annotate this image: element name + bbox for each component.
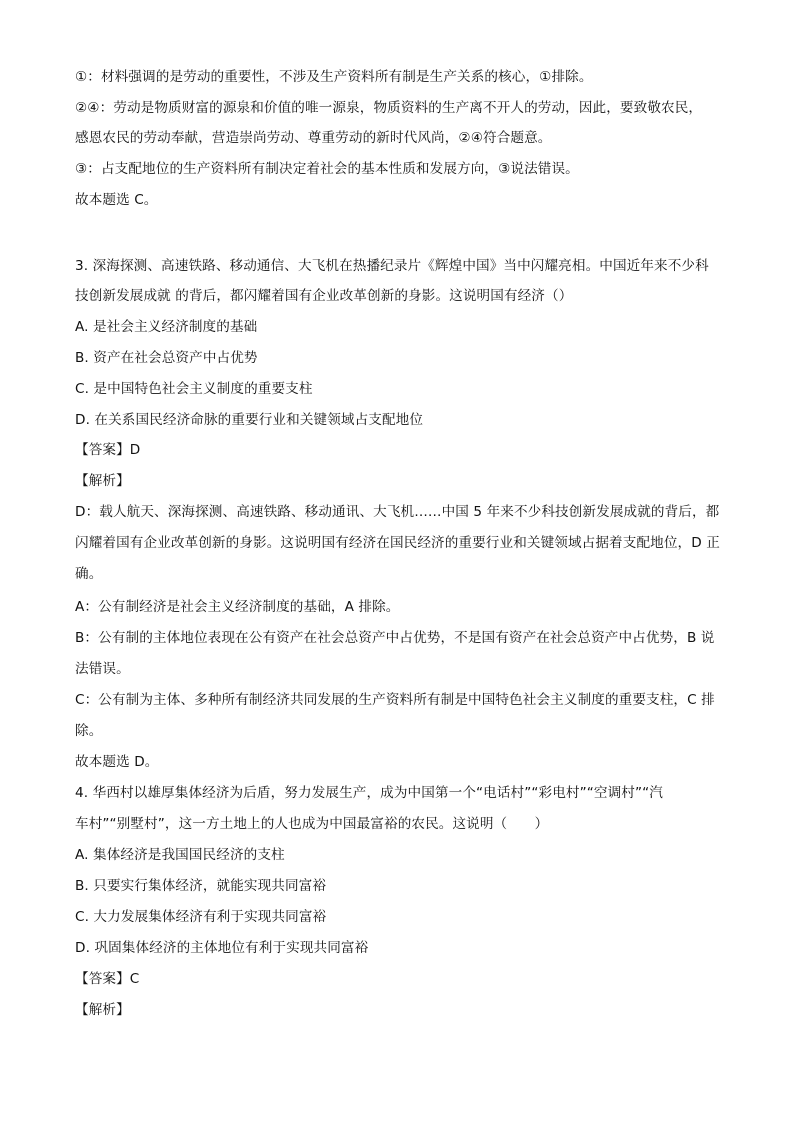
- question-4-option-d: D. 巩固集体经济的主体地位有利于实现共同富裕: [75, 940, 369, 956]
- question-4-analysis-heading: 【解析】: [75, 1002, 130, 1018]
- question-4-stem-line-1: 4. 华西村以雄厚集体经济为后盾，努力发展生产，成为中国第一个“电话村”“彩电村”“空调村”“汽: [75, 785, 663, 801]
- question-3-option-d: D. 在关系国民经济命脉的重要行业和关键领域占支配地位: [75, 412, 424, 428]
- question-3-conclusion: 故本题选 D。: [75, 754, 159, 770]
- question-3-option-b: B. 资产在社会总资产中占优势: [75, 350, 258, 366]
- question-4-option-c: C. 大力发展集体经济有利于实现共同富裕: [75, 909, 327, 925]
- analysis-line-2: ②④：劳动是物质财富的源泉和价值的唯一源泉，物质资料的生产离不开人的劳动，因此，要致敬农民，: [75, 100, 703, 116]
- analysis-line-4: ③：占支配地位的生产资料所有制决定着社会的基本性质和发展方向，③说法错误。: [75, 161, 579, 177]
- question-4-option-b: B. 只要实行集体经济，就能实现共同富裕: [75, 878, 327, 894]
- analysis-line-3: 感恩农民的劳动奉献，营造崇尚劳动、尊重劳动的新时代风尚，②④符合题意。: [75, 130, 552, 146]
- question-4-stem-line-2: 车村”“别墅村”，这一方土地上的人也成为中国最富裕的农民。这说明（ ）: [75, 816, 549, 832]
- question-3-analysis-line-3: 确。: [75, 566, 103, 582]
- analysis-line-1: ①：材料强调的是劳动的重要性，不涉及生产资料所有制是生产关系的核心，①排除。: [75, 69, 593, 85]
- question-3-stem-line-1: 3. 深海探测、高速铁路、移动通信、大飞机在热播纪录片《辉煌中国》当中闪耀亮相。中国近年来不少科: [75, 258, 709, 274]
- question-3-option-c: C. 是中国特色社会主义制度的重要支柱: [75, 381, 313, 397]
- question-3-answer: 【答案】D: [75, 442, 141, 458]
- question-4-option-a: A. 集体经济是我国国民经济的支柱: [75, 847, 285, 863]
- conclusion-line: 故本题选 C。: [75, 192, 158, 208]
- question-3-analysis-line-4: A：公有制经济是社会主义经济制度的基础，A 排除。: [75, 599, 400, 615]
- question-3-analysis-line-1: D：载人航天、深海探测、高速铁路、移动通讯、大飞机……中国 5 年来不少科技创新发展成就的背后，都: [75, 504, 720, 520]
- question-3-analysis-heading: 【解析】: [75, 473, 130, 489]
- question-3-option-a: A. 是社会主义经济制度的基础: [75, 319, 258, 335]
- question-3-stem-line-2: 技创新发展成就 的背后，都闪耀着国有企业改革创新的身影。这说明国有经济（）: [75, 288, 573, 304]
- question-3-analysis-line-8: 除。: [75, 723, 103, 739]
- question-3-analysis-line-5: B：公有制的主体地位表现在公有资产在社会总资产中占优势，不是国有资产在社会总资产中占优势，B 说: [75, 630, 715, 646]
- question-3-analysis-line-2: 闪耀着国有企业改革创新的身影。这说明国有经济在国民经济的重要行业和关键领域占据着支配地位，D 正: [75, 535, 720, 551]
- question-3-analysis-line-6: 法错误。: [75, 661, 130, 677]
- question-4-answer: 【答案】C: [75, 971, 140, 987]
- question-3-analysis-line-7: C：公有制为主体、多种所有制经济共同发展的生产资料所有制是中国特色社会主义制度的重要支柱，C 排: [75, 692, 715, 708]
